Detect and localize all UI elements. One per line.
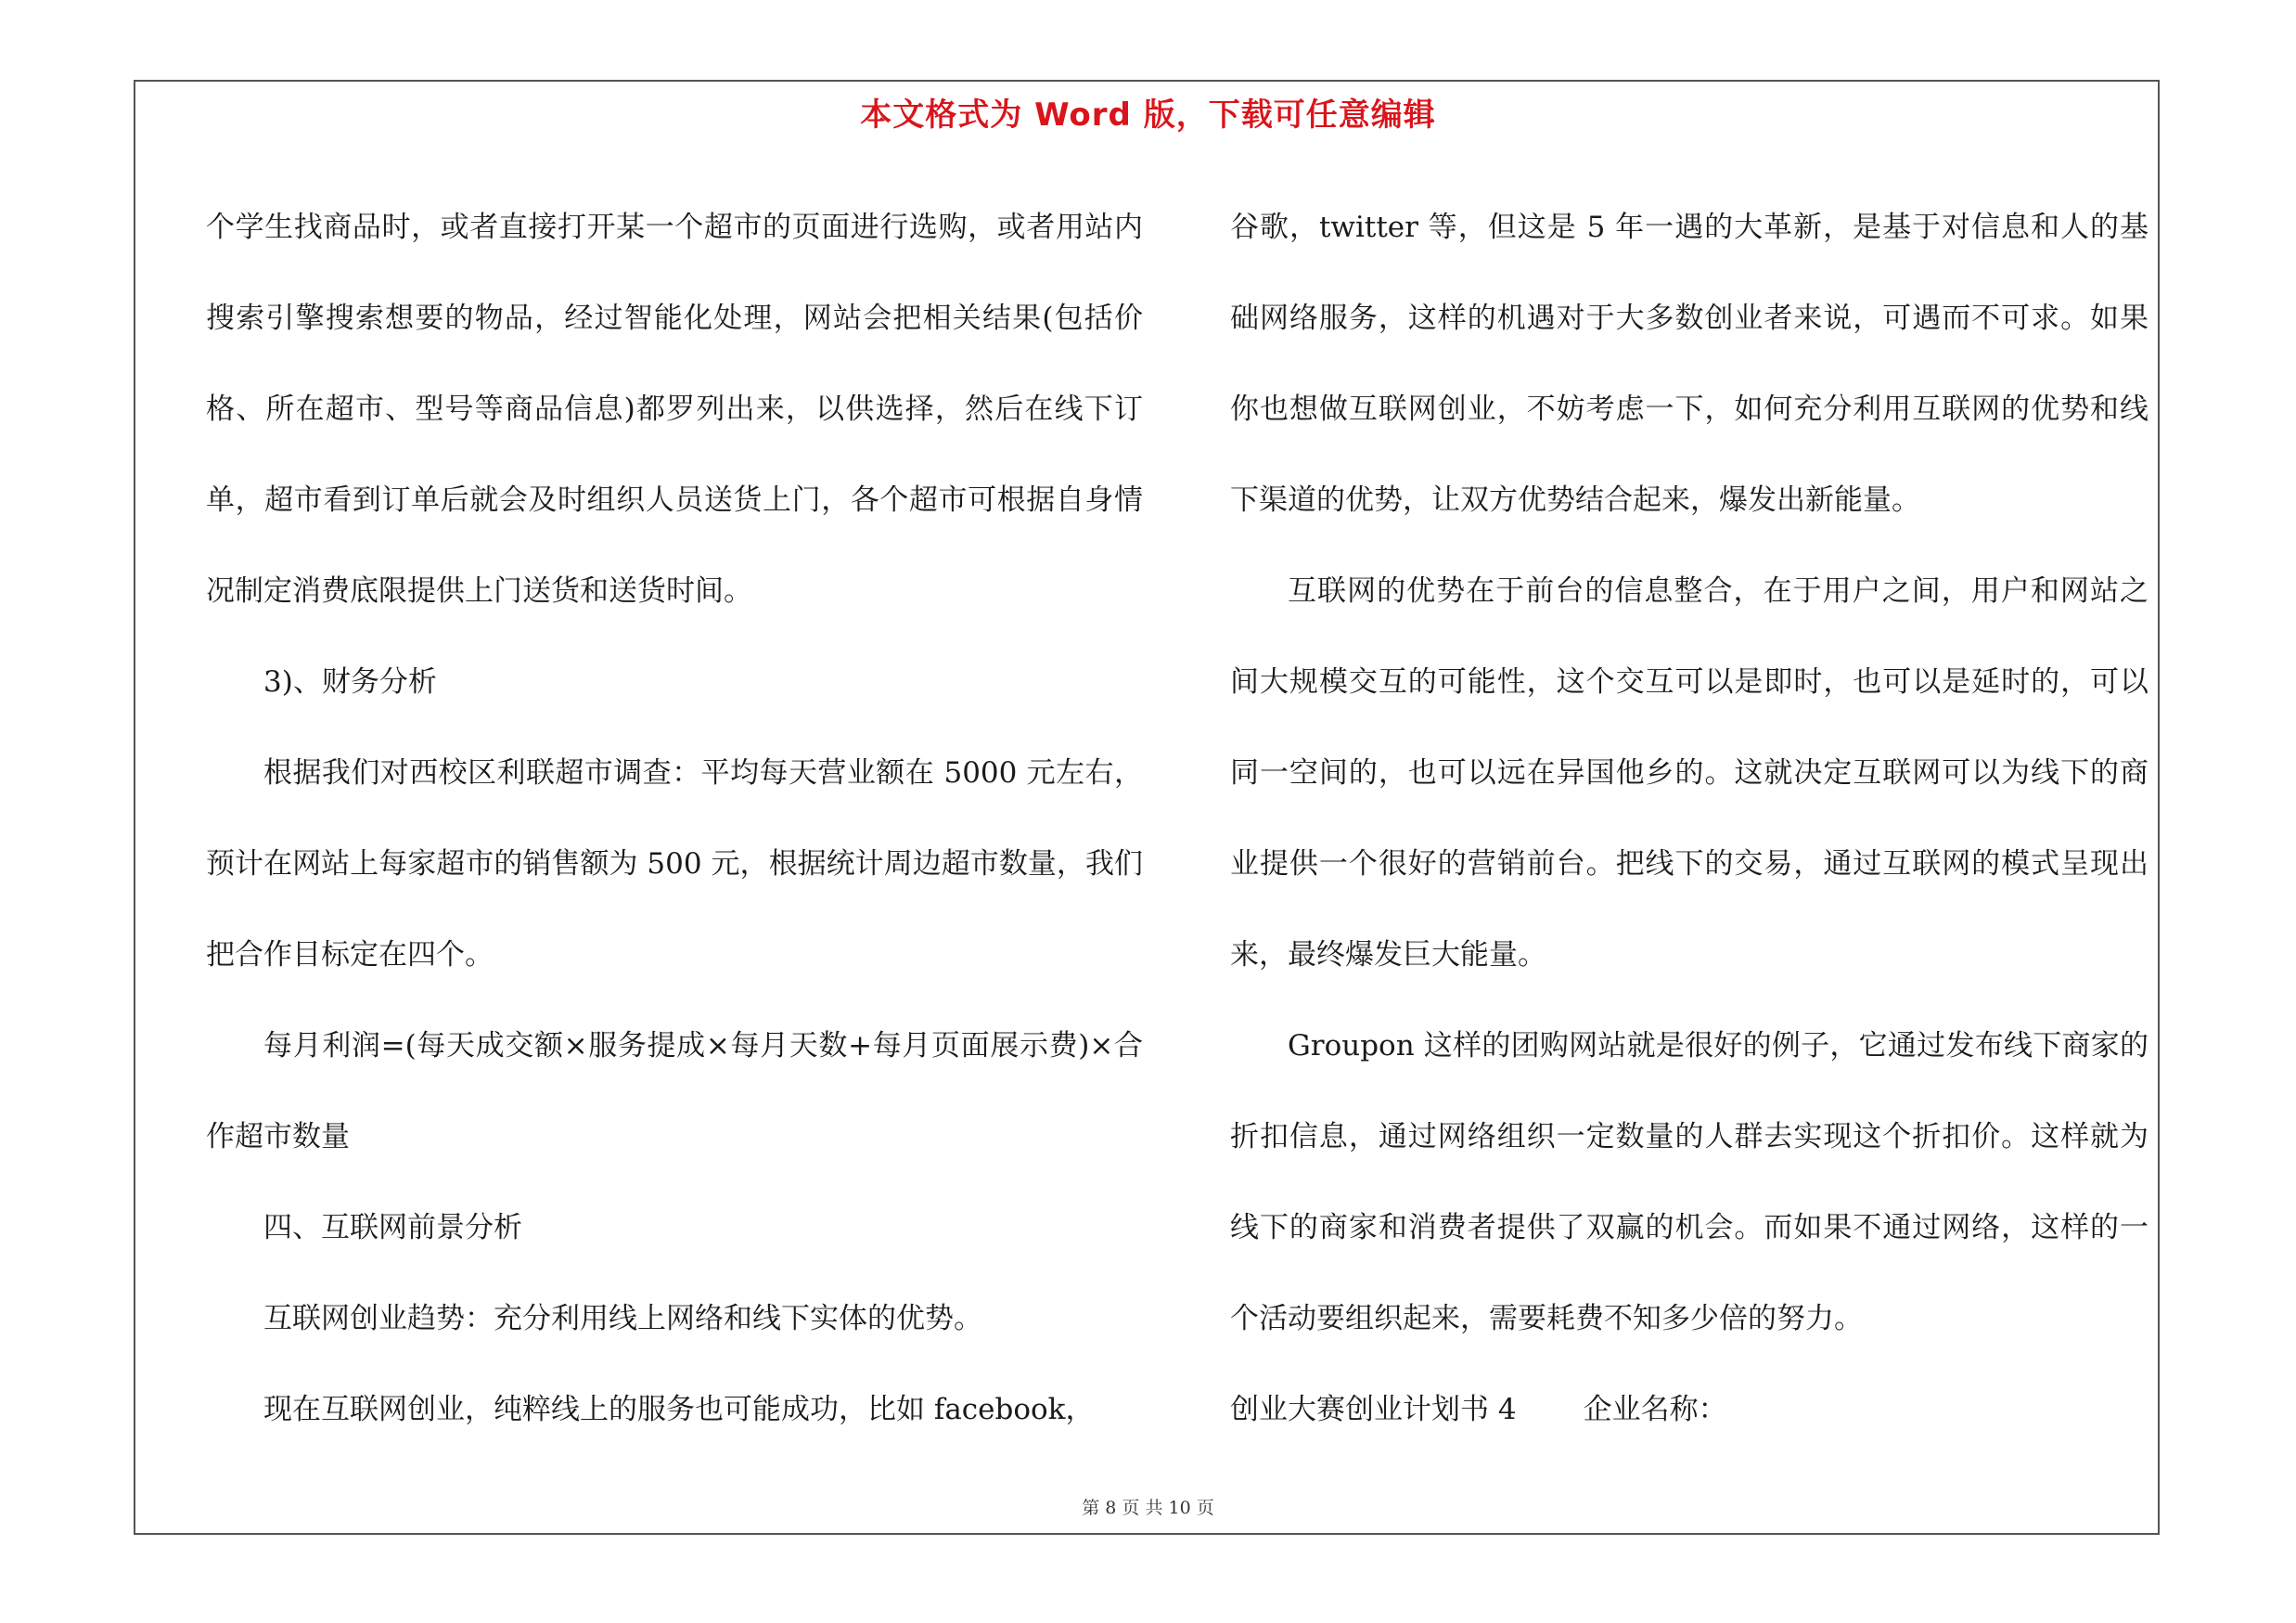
paragraph-opportunity: 谷歌，twitter 等，但这是 5 年一遇的大革新，是基于对信息和人的基础网络服务，这样的机遇对于大多数创业者来说，可遇而不可求。如果你也想做互联网创业，不妨考虑一下，如何充分利用互联网的优势和线下渠道的优势，让双方优势结合起来，爆发出新能量。 — [1230, 211, 2148, 517]
heading-internet-outlook: 四、互联网前景分析 — [263, 1211, 522, 1244]
page-number-footer: 第 8 页 共 10 页 — [1082, 1498, 1214, 1518]
paragraph-internet-advantage: 互联网的优势在于前台的信息整合，在于用户之间，用户和网站之间大规模交互的可能性，这个交互可以是即时，也可以是延时的，可以同一空间的，也可以远在异国他乡的。这就决定互联网可以为线下的商业提供一个很好的营销前台。把线下的交易，通过互联网的模式呈现出来，最终爆发巨大能量。 — [1230, 574, 2148, 972]
right-text-column — [1230, 182, 2148, 1455]
paragraph-startup-trend: 互联网创业趋势：充分利用线上网络和线下实体的优势。 — [263, 1302, 982, 1335]
heading-financial-analysis: 3)、财务分析 — [263, 665, 437, 699]
paragraph-business-plan-title — [1230, 1364, 2148, 1455]
paragraph-survey: 根据我们对西校区利联超市调查：平均每天营业额在 5000 元左右，预计在网站上每家超市的销售额为 500 元，根据统计周边超市数量，我们把合作目标定在四个。 — [206, 756, 1143, 972]
business-plan-title: 创业大赛创业计划书 4 — [1230, 1393, 1517, 1426]
paragraph-profit-formula: 每月利润=(每天成交额×服务提成×每月天数+每月页面展示费)×合作超市数量 — [206, 1029, 1143, 1153]
company-name-label: 企业名称： — [1583, 1393, 1727, 1426]
paragraph-supermarket-shopping: 个学生找商品时，或者直接打开某一个超市的页面进行选购，或者用站内搜索引擎搜索想要的物品，经过智能化处理，网站会把相关结果(包括价格、所在超市、型号等商品信息)都罗列出来，以供选择，然后在线下订单，超市看到订单后就会及时组织人员送货上门，各个超市可根据自身情况制定消费底限提供上门送货和送货时间。 — [206, 211, 1143, 608]
paragraph-online-services: 现在互联网创业，纯粹线上的服务也可能成功，比如 facebook， — [263, 1393, 1095, 1426]
paragraph-groupon-example: Groupon 这样的团购网站就是很好的例子，它通过发布线下商家的折扣信息，通过网络组织一定数量的人群去实现这个折扣价。这样就为线下的商家和消费者提供了双赢的机会。而如果不通过网络，这样的一个活动要组织起来，需要耗费不知多少倍的努力。 — [1230, 1029, 2148, 1335]
word-format-banner: 本文格式为 Word 版，下载可任意编辑 — [860, 97, 1436, 134]
left-text-column — [206, 182, 1143, 1455]
